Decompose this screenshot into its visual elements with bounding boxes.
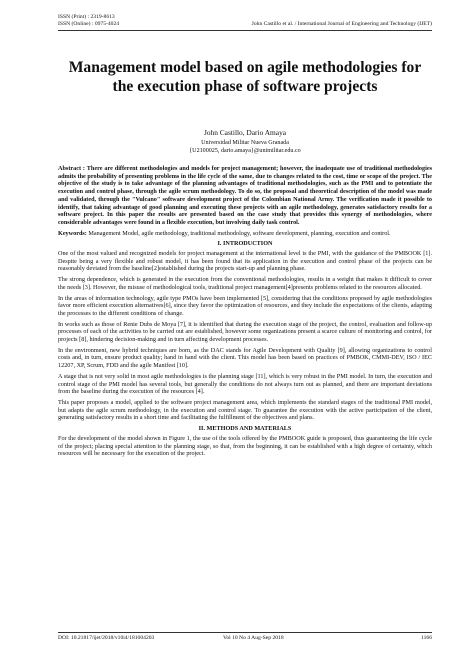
paragraph: In the areas of information technology, agile type PMOs have been implemented [5], considering that the conditions proposed by agile methodologies favor more efficient execution alternatives[6], since they favor the optimization of resources, and they include the expectations of the clients, adapting the processes to the different conditions of change.	[58, 294, 432, 317]
paper-body	[58, 165, 432, 461]
header-divider	[58, 30, 432, 31]
keywords-label: Keywords:	[58, 229, 89, 237]
keywords	[58, 230, 432, 238]
author-emails: {U2100025, dario.amaya}@unimilitar.edu.co	[189, 147, 301, 154]
affiliation: Universidad Militar Nueva Granada	[201, 140, 289, 146]
section-heading-methods: II. METHODS AND MATERIALS	[198, 425, 292, 433]
page-number: 1166	[421, 635, 432, 641]
section-heading-introduction: I. INTRODUCTION	[217, 240, 273, 248]
issn-online: ISSN (Online) : 0975-4024	[58, 21, 120, 28]
running-head: John Castillo et al. / International Journal of Engineering and Technology (IJET)	[251, 21, 432, 27]
keywords-text: Management Model, agile methodology, traditional methodology, software development, planning, execution and control.	[88, 229, 391, 237]
issn-print: ISSN (Print) : 2319-8613	[58, 14, 115, 20]
issn-block	[58, 14, 119, 29]
paragraph: In works such as those of Renie Dubs de Moya [7], it is identified that during the execution stage of the project, the control, evaluation and follow-up processes of each of the activities to be carried out are established, however some organizations present a scarce culture of monitoring and control, for projects [8], hindering decision-making and in turn affecting development processes.	[58, 320, 432, 344]
abstract-label: Abstract :	[58, 165, 87, 172]
paragraph: For the development of the model shown in Figure 1, the use of the tools offered by the PMBOOK guide is proposed, thus guaranteeing the life cycle of the project; placing special attention to the planning stage, so that, from the beginning, it can be established with a high degree of certainty, which resources will be necessary for the execution of the project.	[58, 434, 432, 458]
volume-info: Vol 10 No 4 Aug-Sep 2018	[223, 635, 284, 641]
paragraph: In the environment, new hybrid techniques are born, as the DAC stands for Agile Development with Quality [9], allowing organizations to control costs and, in turn, ensure product quality; hand in hand with the client. This model has been based on practices of PMBOK, CMMI-DEV, ISO / IEC 12207, XP, Scrum, FDD and the agile Manifest [10].	[58, 346, 432, 370]
paragraph: One of the most valued and recognized models for project management at the international level is the PMI, with the guidance of the PMBOOK [1]. Despite being a very flexible and robust model, it has been found that its application in the execution and control phase of the projects can be reasonably deviated from the baseline[2]established during the projects start-up and planning phase.	[58, 250, 432, 273]
footer-divider	[58, 632, 432, 633]
paragraph: The strong dependence, which is generated in the execution from the conventional methodologies, results in a weight that makes it difficult to cover the needs [3]. However, the misuse of methodological tools, traditional project management[4]presents problems related to the resources allocated.	[58, 276, 432, 291]
paper-authors: John Castillo, Dario Amaya	[203, 128, 287, 137]
abstract	[58, 165, 432, 227]
author-affiliation-block	[58, 140, 432, 156]
doi: DOI: 10.21817/ijet/2018/v10i4/181004203	[58, 635, 155, 641]
paper-title: Management model based on agile methodologies for the execution phase of software projects	[68, 59, 422, 95]
paragraph: A stage that is not very solid in most agile methodologies is the planning stage [11], which is very robust in the PMI model. In turn, the execution and control stage of the PMI model has several tools, but generally the conditions do not always turn out as planned, and there are important deviations from the baseline during the execution of the resources [4].	[58, 372, 432, 396]
paragraph: This paper proposes a model, applied to the software project management area, which implements the standard stages of the traditional PMI model, but adapts the agile scrum methodology, in the execution and control stage. To guarantee the execution with the active participation of the client, generating satisfactory results in a short time and facilitating the fulfillment of the objectives and plans.	[58, 398, 432, 422]
abstract-text: There are different methodologies and models for project management; however, the inadequate use of traditional methodologies admits the probability of presenting problems in the life cycle of the same, due to changes related to the cost, time or scope of the project. The objective of the study is to take advantage of the planning advantages of traditional methodologies, such as the PMI and to potentiate the execution and control phase, through the agile scrum methodology. To do so, the proposal and theoretical description of the model was made and validated, through the "Vulcano" software development project of the Colombian National Army. The verification made it possible to identify, that taking advantage of good planning and executing these projects with an agile methodology, generates satisfactory results for a software project. In this paper the results are presented based on the case study that provides this synergy of methodologies, where considerable advantages were found in a flexible execution, but involving daily task control.	[58, 165, 432, 226]
